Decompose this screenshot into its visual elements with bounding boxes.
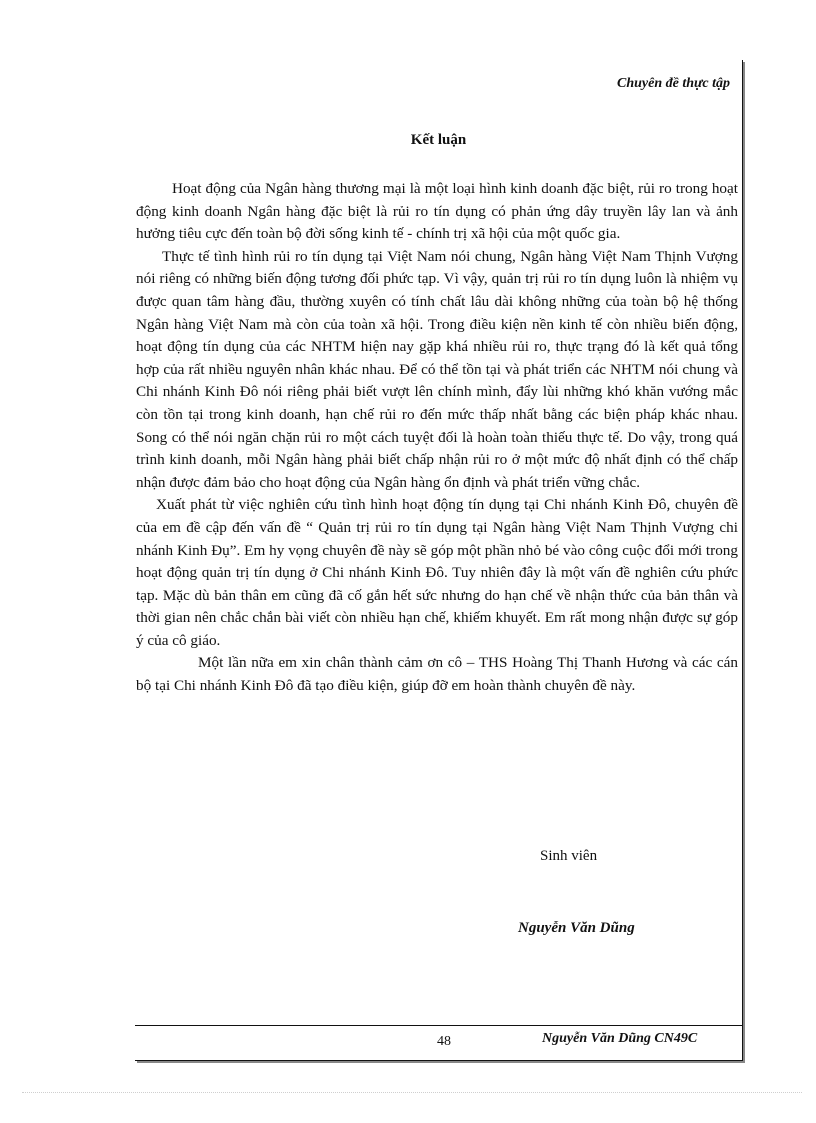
page-number: 48 bbox=[437, 1034, 451, 1049]
signature-label: Sinh viên bbox=[540, 848, 598, 864]
paragraph-1: Hoạt động của Ngân hàng thương mại là một loại hình kinh doanh đặc biệt, rủi ro trong hoạt động kinh doanh Ngân hàng đặc biệt là rủi ro tín dụng có phản ứng dây truyền lây lan và ảnh hưởng tiêu cực đến toàn bộ đời sống kinh tế - chính trị xã hội của một quốc gia. bbox=[136, 180, 738, 243]
footer-divider bbox=[135, 1025, 742, 1026]
signature-name: Nguyễn Văn Dũng bbox=[518, 920, 635, 936]
footer-author: Nguyễn Văn Dũng CN49C bbox=[542, 1031, 698, 1046]
conclusion-body bbox=[136, 178, 738, 698]
page-title: Kết luận bbox=[410, 132, 467, 148]
paragraph-2: Thực tế tình hình rủi ro tín dụng tại Việt Nam nói chung, Ngân hàng Việt Nam Thịnh Vượng nói riêng có những biến động tương đối phức tạp. Vì vậy, quản trị rủi ro tín dụng luôn là nhiệm vụ được quan tâm hàng đầu, thường xuyên có tính chất lâu dài không những của toàn bộ hệ thống Ngân hàng Việt Nam mà còn của toàn xã hội. Trong điều kiện nền kinh tế còn nhiều biến động, hoạt động tín dụng của các NHTM hiện nay gặp khá nhiều rủi ro, thực trạng đó là kết quả tổng hợp của rất nhiều nguyên nhân khác nhau. Để có thể tồn tại và phát triển các NHTM nói chung và Chi nhánh Kinh Đô nói riêng phải biết vượt lên chính mình, đẩy lùi những khó khăn vướng mắc còn tồn tại trong kinh doanh, hạn chế rủi ro đến mức thấp nhất bằng các biện pháp khác nhau. Song có thể nói ngăn chặn rủi ro một cách tuyệt đối là hoàn toàn thiếu thực tế. Do vậy, trong quá trình kinh doanh, mỗi Ngân hàng phải biết chấp nhận rủi ro ở một mức độ nhất định có thể chấp nhận được đảm bảo cho hoạt động của Ngân hàng ổn định và phát triển vững chắc. bbox=[136, 247, 738, 491]
page-edge-guide bbox=[22, 1092, 802, 1093]
paragraph-4: Một lần nữa em xin chân thành cảm ơn cô – THS Hoàng Thị Thanh Hương và các cán bộ tại Chi nhánh Kinh Đô đã tạo điều kiện, giúp đỡ em hoàn thành chuyên đề này. bbox=[136, 654, 738, 695]
paragraph-3: Xuất phát từ việc nghiên cứu tình hình hoạt động tín dụng tại Chi nhánh Kinh Đô, chuyên đề của em đề cập đến vấn đề “ Quản trị rủi ro tín dụng tại Ngân hàng Việt Nam Thịnh Vượng chi nhánh Kinh Đụ”. Em hy vọng chuyên đề này sẽ góp một phần nhỏ bé vào công cuộc đổi mới trong hoạt động quản trị tín dụng ở Chi nhánh Kinh Đô. Tuy nhiên đây là một vấn đề nghiên cứu phức tạp. Mặc dù bản thân em cũng đã cố gắn hết sức nhưng do hạn chế về nhận thức của bản thân và thời gian nên chắc chắn bài viết còn nhiều hạn chế, khiếm khuyết. Em rất mong nhận được sự góp ý của cô giáo. bbox=[136, 496, 738, 649]
running-header: Chuyên đề thực tập bbox=[616, 76, 730, 91]
